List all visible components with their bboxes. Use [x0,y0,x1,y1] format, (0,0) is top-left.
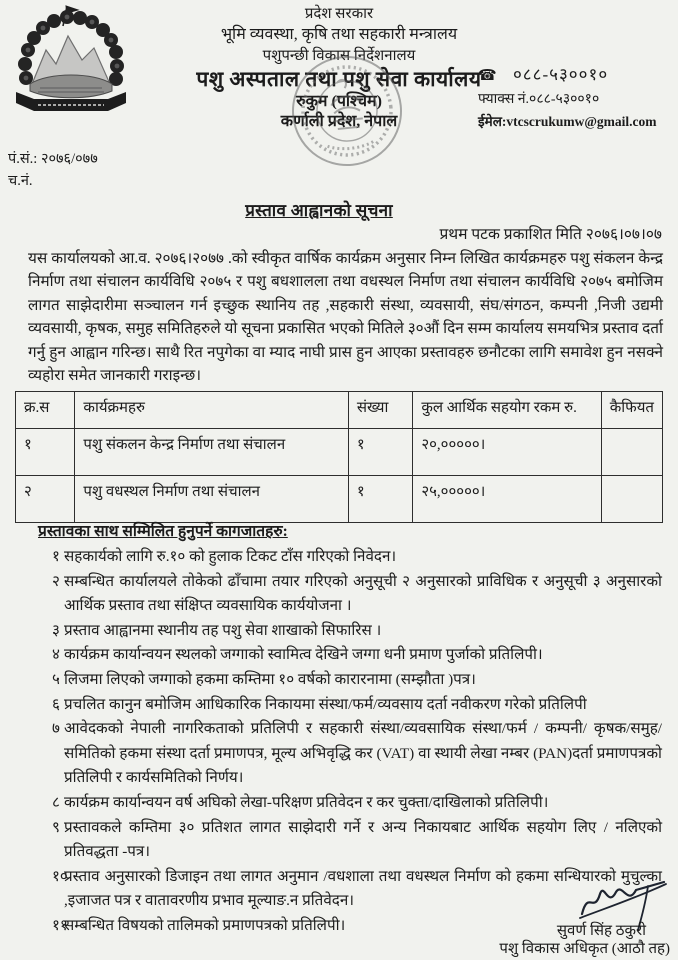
item-text: प्रस्ताव अनुसारको डिजाइन तथा लागत अनुमान /वधशाला तथा वधस्थल निर्माण को हकमा सन्धियारको मुचुल्का ,इजाजत पत्र र वातावरणीय प्रभाव मूल्याङ.न प्रतिवेदन। [64,867,662,910]
table-row [16,476,663,523]
col-programs: कार्यक्रमहरु [75,392,348,429]
office-province: कर्णाली प्रदेश, नेपाल [280,113,398,131]
office-district: रुकुम (पश्चिम) [296,93,382,111]
cell-remarks [601,476,662,523]
ministry-line: भूमि व्यवस्था, कृषि तथा सहकारी मन्त्रालय [220,26,458,44]
list-item [38,791,666,816]
col-total-amount: कुल आर्थिक सहयोग रकम रु. [413,392,601,429]
list-item [38,865,666,914]
list-item [38,619,666,644]
item-number: ५ [52,670,60,688]
cell-amount: २०,०००००। [413,429,601,476]
item-text: प्रस्ताव आह्वानमा स्थानीय तह पशु सेवा शाखाको सिफारिस । [64,621,382,639]
phone-icon: ☎ [478,68,498,84]
list-item [38,570,666,619]
item-number: ३ [52,621,60,639]
notice-title: प्रस्ताव आह्वानको सूचना [245,201,393,220]
item-text: प्रचलित कानुन बमोजिम आधिकारिक निकायमा संस्था/फर्म/व्यवसाय दर्ता नवीकरण गरेको प्रतिलिपी [64,695,587,713]
required-documents-section [38,519,666,939]
phone-number: ०८८-५३००१० [512,65,609,84]
list-item [38,717,666,791]
letter-number: पं.सं.: २०७६/०७७ [8,151,98,167]
item-number: १० [52,867,68,885]
fax-number: फ्याक्स नं.०८८-५३००१० [478,92,600,107]
round-office-stamp-icon [282,46,412,176]
government-line: प्रदेश सरकार [304,6,374,22]
cell-program: पशु संकलन केन्द्र निर्माण तथा संचालन [75,429,348,476]
item-number: ९ [52,818,60,836]
item-text: कार्यक्रम कार्यान्वयन वर्ष अघिको लेखा-परिक्षण प्रतिवेदन र कर चुक्ता/दाखिलाको प्रतिलिपी। [64,793,549,811]
publish-date: प्रथम पटक प्रकाशित मिति २०७६।०७।०७ [439,226,662,243]
item-number: ६ [52,695,60,713]
dispatch-number: च.नं. [8,173,33,190]
col-quantity: संख्या [348,392,412,429]
directorate-line: पशुपन्छी विकास निर्देशनालय [262,47,416,64]
reference-numbers [8,148,98,193]
program-table [15,391,663,523]
item-text: आवेदकको नेपाली नागरिकताको प्रतिलिपी र सहकारी संस्था/व्यवसायिक संस्था/फर्म / कम्पनी/ कृषक/समुह/समितिको हकमा संस्था दर्ता प्रमाणपत्र, मूल्य अभिवृद्धि कर (VAT) वा स्थायी लेखा नम्बर (PAN)दर्ता प्रमाणपत्रको प्रतिलिपी र कार्यसमितिको निर्णय। [64,720,662,787]
phone-row [478,66,657,84]
office-name: पशु अस्पताल तथा पशु सेवा कार्यालय [196,66,482,91]
list-item [38,643,666,668]
cell-program: पशु वधस्थल निर्माण तथा संचालन [75,476,348,523]
item-number: ८ [52,793,60,811]
item-text: प्रस्तावकले कम्तिमा ३० प्रतिशत लागत साझेदारी गर्ने र अन्य निकायबाट आर्थिक सहयोग लिए / नलिएको प्रतिवद्धता -पत्र। [64,818,662,861]
cell-qty: १ [348,429,412,476]
list-item [38,816,666,865]
list-item [38,693,666,718]
notice-body: यस कार्यालयको आ.व. २०७६।२०७७ .को स्वीकृत वार्षिक कार्यक्रम अनुसार निम्न लिखित कार्यक्रमहरु पशु संकलन केन्द्र निर्माण तथा संचालन कार्यविधि २०७५ र पशु बधशालला तथा वधस्थल निर्माण तथा संचालन कार्यविधि २०७५ बमोजिम लागत साझेदारीमा सञ्चालन गर्न इच्छुक स्थानिय तह ,सहकारी संस्था, व्यवसायी, संघ/संगठन, कम्पनी ,निजी उद्यमी व्यवसायी, कृषक, समुह समितिहरुले यो सूचना प्रकासित भएको मितिले ३०औं दिन सम्म कार्यालय समयभित्र प्रस्ताव दर्ता गर्नु हुन आह्वान गरिन्छ। साथै रित नपुगेका वा म्याद नाघी प्रास हुन आएका प्रस्तावहरु छनौटका लागि समावेश हुन नसक्ने व्यहोरा समेत जानकारी गराइन्छ। [28,250,663,385]
contact-block [478,66,657,129]
item-number: ४ [52,646,60,664]
cell-remarks [601,429,662,476]
list-item [38,668,666,693]
item-text: कार्यक्रम कार्यान्वयन स्थलको जग्गाको स्वामित्व देखिने जग्गा धनी प्रमाण पुर्जाको प्रतिलिपी। [64,646,543,664]
documents-heading: प्रस्तावका साथ सम्मिलित हुनुपर्ने कागजातहरु: [38,523,288,540]
item-text: लिजमा लिएको जग्गाको हकमा कम्तिमा १० वर्षको कारारनामा (सम्झौता )पत्र। [64,670,476,688]
cell-sn: १ [16,429,75,476]
cell-qty: १ [348,476,412,523]
item-number: ११ [52,916,68,934]
email-address: ईमेल:vtcscrukumw@gmail.com [478,114,657,129]
item-number: ७ [52,720,60,738]
table-row [16,429,663,476]
signatory-title: पशु विकास अधिकृत (आठौ तह) [499,941,670,957]
item-text: सम्बन्धित कार्यालयले तोकेको ढाँचामा तयार गरिएको अनुसूची २ अनुसारको प्राविधिक र अनुसूची ३ अनुसारको आर्थिक प्रस्ताव तथा संक्षिप्त व्यवसायिक कार्ययोजना । [64,572,662,615]
cell-amount: २५,०००००। [413,476,601,523]
item-text: सहकार्यको लागि रु.१० को हुलाक टिकट टाँस गरिएको निवेदन। [64,548,397,565]
signatory-name: सुवर्ण सिंह ठकुरी [556,923,646,939]
list-item [38,545,666,570]
col-sn: क्र.स [16,392,75,429]
cell-sn: २ [16,476,75,523]
item-number: २ [52,572,60,590]
col-remarks: कैफियत [601,392,662,429]
item-number: १ [52,548,60,565]
item-text: सम्बन्धित विषयको तालिमको प्रमाणपत्रको प्रतिलिपी। [64,916,346,934]
table-header-row [16,392,663,429]
